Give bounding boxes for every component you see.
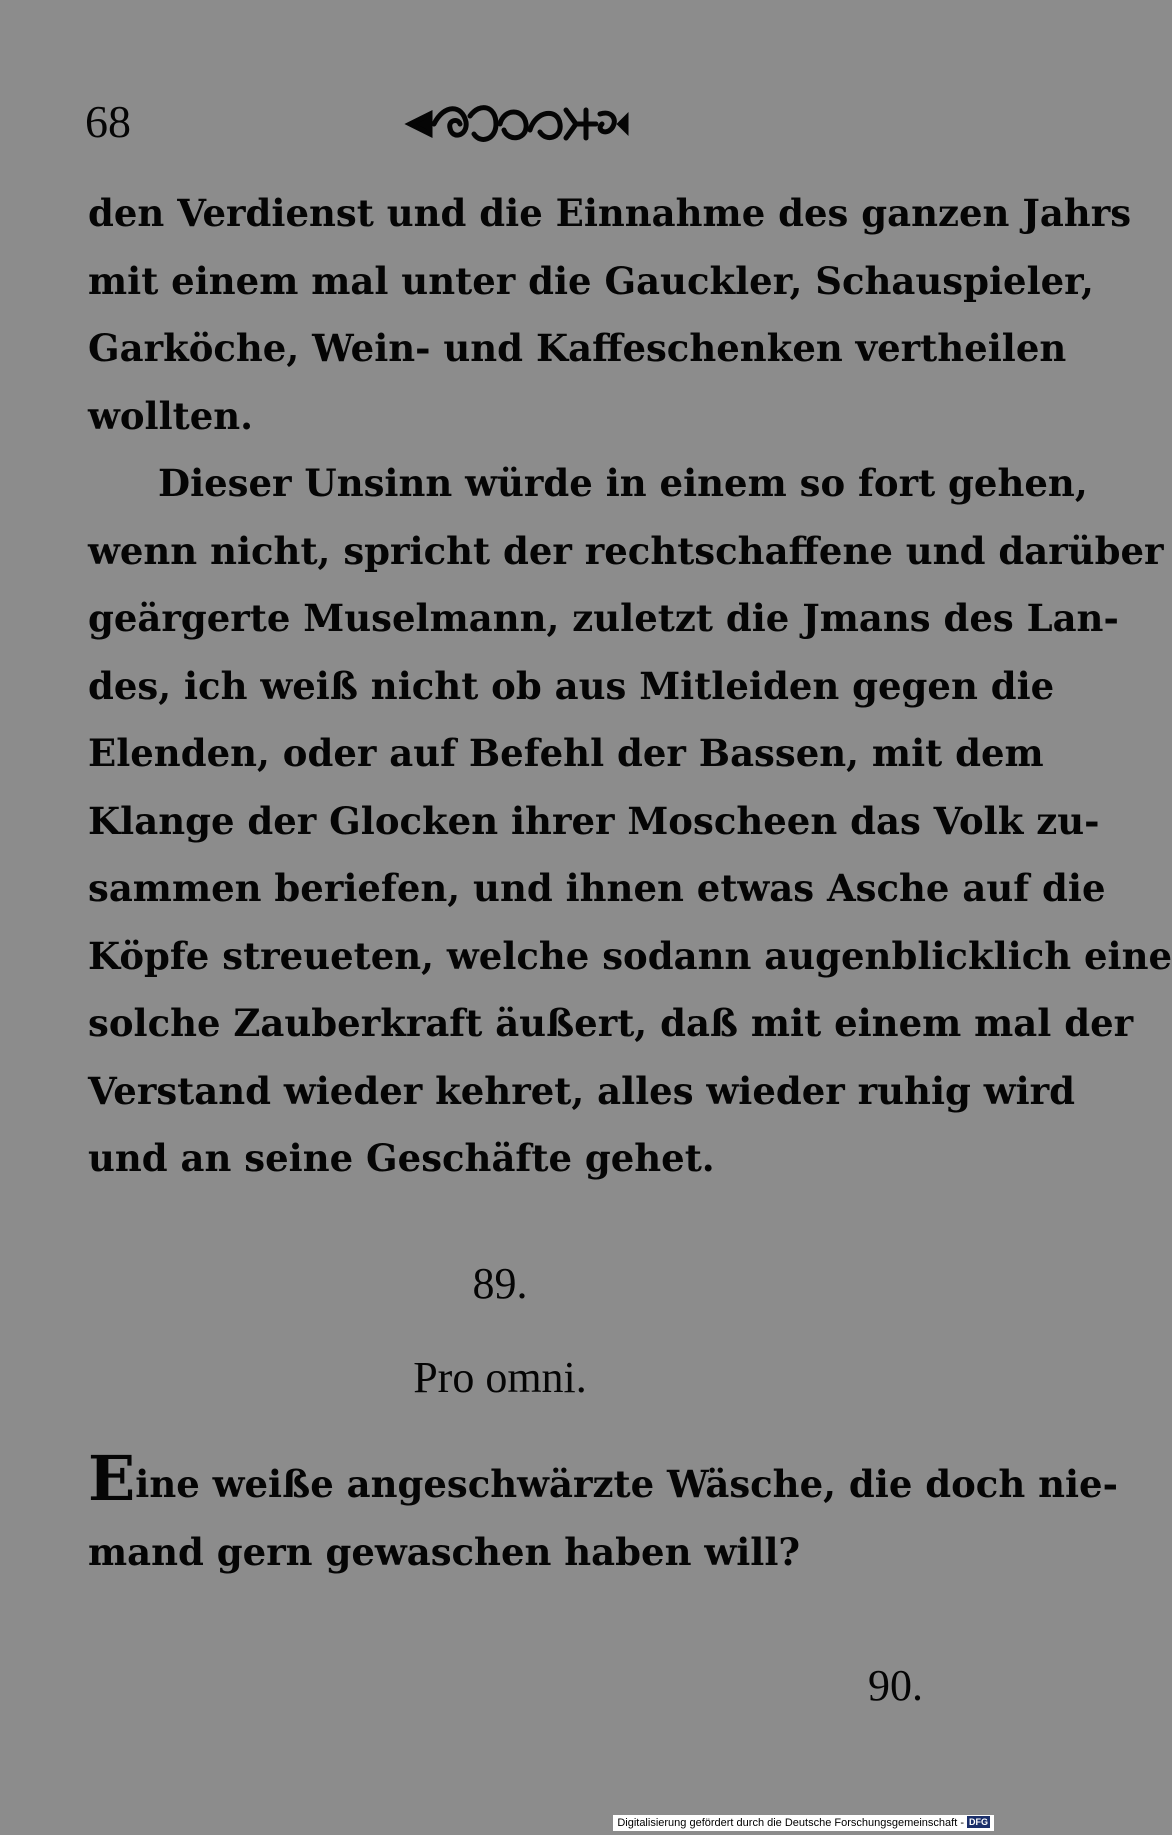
text-line: wenn nicht, spricht der rechtschaffene und darüber: [88, 528, 1164, 573]
text-line: Garköche, Wein- und Kaffeschenken vertheilen: [88, 326, 1067, 370]
fleuron-ornament-icon: [400, 96, 630, 152]
riddle-line: [88, 1442, 1118, 1516]
text-line: Klange der Glocken ihrer Moscheen das Volk zu-: [88, 798, 1100, 843]
text-line: Elenden, oder auf Befehl der Bassen, mit dem: [88, 731, 1044, 775]
dfg-logo-icon: DFG: [969, 1817, 988, 1827]
text-line: Köpfe streueten, welche sodann augenblicklich eine: [88, 933, 1172, 978]
text-line: geärgerte Muselmann, zuletzt die Jmans des Lan-: [88, 596, 1119, 640]
riddle-line: mand gern gewaschen haben will?: [88, 1529, 801, 1574]
text-line: solche Zauberkraft äußert, daß mit einem mal der: [88, 1001, 1134, 1045]
text-line: Verstand wieder kehret, alles wieder ruhig wird: [88, 1068, 1076, 1113]
digitization-footer: [613, 1815, 994, 1831]
text-line: und an seine Geschäfte gehet.: [88, 1136, 715, 1180]
text-line: den Verdienst und die Einnahme des ganzen Jahrs: [88, 191, 1132, 235]
footer-text: Digitalisierung gefördert durch die Deutsche Forschungsgemeinschaft -: [617, 1817, 964, 1829]
section-number: 89.: [472, 1259, 528, 1308]
text-line: sammen beriefen, und ihnen etwas Asche auf die: [88, 866, 1106, 910]
text-line: des, ich weiß nicht ob aus Mitleiden gegen die: [88, 663, 1055, 708]
body-text: [88, 180, 1172, 1193]
section-title: Pro omni.: [413, 1353, 587, 1402]
drop-cap: E: [88, 1442, 136, 1515]
text-line: mit einem mal unter die Gauckler, Schauspieler,: [88, 258, 1094, 303]
riddle-text: [88, 1442, 1118, 1583]
page-number: 68: [85, 96, 131, 147]
text-line: Dieser Unsinn würde in einem so fort gehen,: [158, 461, 1088, 505]
text-line: wollten.: [88, 393, 254, 438]
catchword: 90.: [868, 1661, 923, 1710]
riddle-line-rest: ine weiße angeschwärzte Wäsche, die doch nie-: [135, 1462, 1118, 1506]
